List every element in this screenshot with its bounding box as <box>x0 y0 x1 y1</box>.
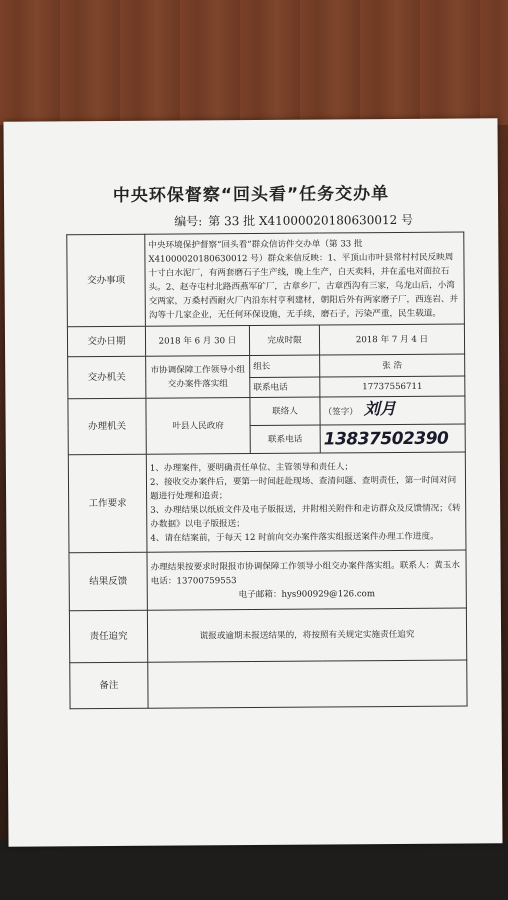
requirements-list <box>146 452 466 552</box>
agency-phone-label: 联系电话 <box>250 377 320 397</box>
matter-text: 中央环境保护督察“回头看”群众信访件交办单（第 33 批 X41000020180630012 号）群众来信反映：1、平顶山市叶县常村村民反映周十寸白水泥厂，有两套磨石子生产线，晚上生产，白天卖料，并在孟电对面拉石头。2、赵寺屯村北路西燕军矿厂，古章乡厂，古章西沟有三家，乌龙山后，小湾交两家，万桑村西耐火厂内沿东村亨利建材，朝阳后外有两家磨子厂，西连岩、并沟等十几家企业，无任何环保设施，无手续，磨石子，污染严重，民生载道。 <box>145 232 465 326</box>
requirement-item: 2、接收交办案件后，要第一时间赶赴现场、查清问题、查明责任，第一时间对问题进行处理和追责； <box>149 475 457 502</box>
row-requirements <box>68 452 466 553</box>
requirement-item: 4、请在结案前，于每天 12 时前向交办案件落实组报送案件办理工作进度。 <box>150 531 439 544</box>
row-agency-1 <box>68 354 465 379</box>
handler-value: 叶县人民政府 <box>146 398 250 455</box>
remarks-value <box>148 660 467 708</box>
requirements-label: 工作要求 <box>68 454 147 553</box>
feedback-email: 电子邮箱：hys900929@126.com <box>238 588 376 600</box>
desk-shadow <box>0 840 508 900</box>
assignment-form-table <box>66 232 467 710</box>
complete-date-label: 完成时限 <box>249 325 319 355</box>
row-matter <box>67 232 465 327</box>
agency-label: 交办机关 <box>68 356 146 399</box>
leader-value: 张 浩 <box>320 354 465 377</box>
requirement-item: 3、办理结果以纸质文件及电子版报送，并附相关附件和走访群众及反馈情况；《转办数据》以电子版报送； <box>150 503 461 530</box>
row-remarks <box>70 660 467 709</box>
leader-label: 组长 <box>250 355 320 377</box>
row-dates <box>67 324 464 357</box>
document-sheet <box>3 118 502 846</box>
row-accountability <box>69 608 466 663</box>
feedback-text: 办理结果按要求时限报市协调保障工作领导小组交办案件落实组。联系人：黄玉水 电话：13700759553 <box>150 560 461 587</box>
assign-date-value: 2018 年 6 月 30 日 <box>145 326 249 357</box>
contact-sign-hint: （签字） <box>323 407 358 418</box>
contact-signature: 刘月 <box>363 399 396 419</box>
serial-number <box>174 211 413 230</box>
accountability-label: 责任追究 <box>69 610 147 663</box>
row-handler-1 <box>68 396 465 427</box>
assign-date-label: 交办日期 <box>67 326 145 357</box>
row-feedback <box>69 550 466 611</box>
remarks-label: 备注 <box>70 662 148 709</box>
accountability-text: 谎报或逾期未报送结果的，将按照有关规定实施责任追究 <box>147 608 466 662</box>
feedback-cell <box>147 550 466 610</box>
matter-label: 交办事项 <box>67 234 146 327</box>
document-title: 中央环保督察“回头看”任务交办单 <box>112 184 390 206</box>
serial-label: 编号: <box>174 214 203 229</box>
requirement-item: 1、办理案件，要明确责任单位、主管领导和责任人； <box>149 461 354 474</box>
agency-value: 市协调保障工作领导小组交办案件落实组 <box>146 356 250 399</box>
handler-phone-label: 联系电话 <box>250 425 320 453</box>
complete-date-value: 2018 年 7 月 4 日 <box>319 324 464 355</box>
handler-label: 办理机关 <box>68 398 146 455</box>
desk-background <box>0 0 508 125</box>
handler-phone-value: 13837502390 <box>320 424 465 453</box>
agency-phone-value: 17737556711 <box>320 376 465 397</box>
contact-label: 联络人 <box>250 397 320 425</box>
feedback-label: 结果反馈 <box>69 552 147 611</box>
serial-value: 第 33 批 X41000020180630012 号 <box>208 212 414 229</box>
contact-cell <box>320 396 465 425</box>
